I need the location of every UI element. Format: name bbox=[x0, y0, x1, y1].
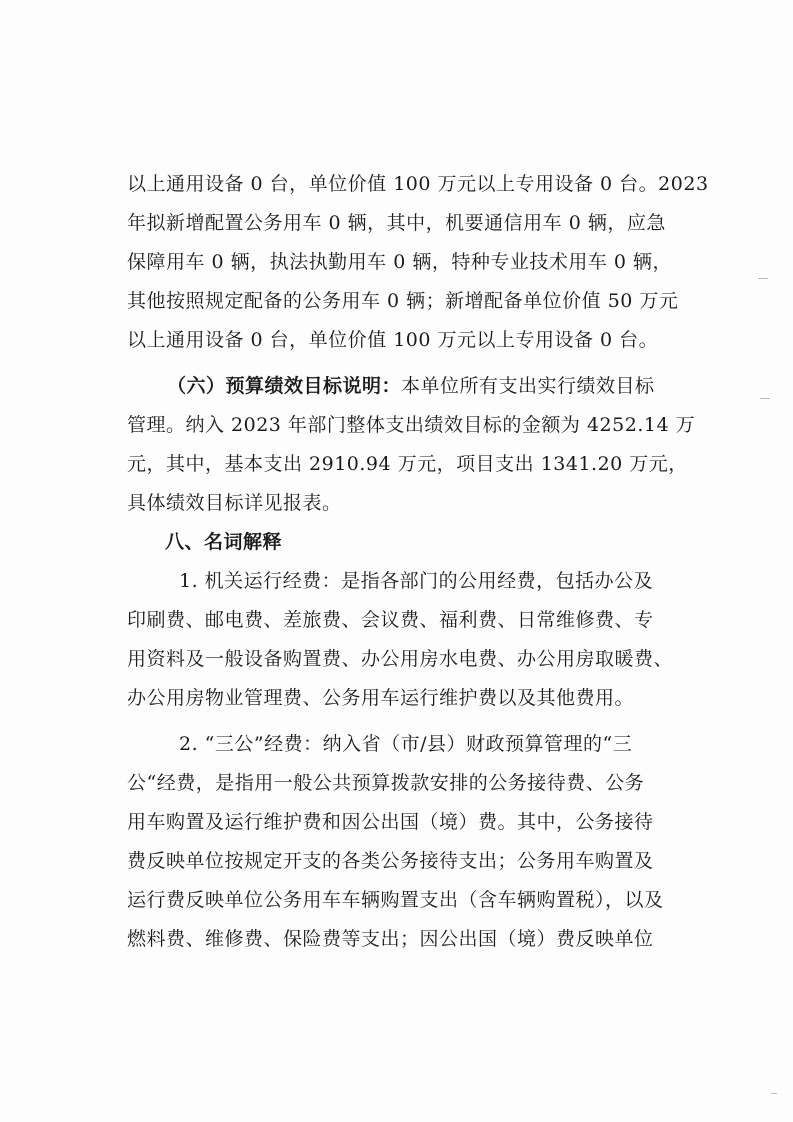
text-line: 费反映单位按规定开支的各类公务接待支出；公务用车购置及 bbox=[127, 850, 654, 872]
text-line: 燃料费、维修费、保险费等支出；因公出国（境）费反映单位 bbox=[127, 928, 654, 950]
text-line: 以上通用设备 0 台，单位价值 100 万元以上专用设备 0 台。 bbox=[127, 329, 659, 351]
text-line: 办公用房物业管理费、公务用车运行维护费以及其他费用。 bbox=[127, 687, 635, 709]
section-heading: 八、名词解释 bbox=[165, 531, 283, 553]
text-line: 公“经费，是指用一般公共预算拨款安排的公务接待费、公务 bbox=[127, 772, 645, 794]
text-line: 用资料及一般设备购置费、办公用房水电费、办公用房取暖费、 bbox=[127, 648, 674, 670]
scan-mark bbox=[760, 398, 770, 399]
text-line: 用车购置及运行维护费和因公出国（境）费。其中，公务接待 bbox=[127, 811, 654, 833]
text-line: 印刷费、邮电费、差旅费、会议费、福利费、日常维修费、专 bbox=[127, 609, 654, 631]
section-6-label: （六）预算绩效目标说明： bbox=[167, 375, 402, 397]
text-line: 运行费反映单位公务用车车辆购置支出（含车辆购置税），以及 bbox=[127, 889, 664, 911]
text-line: 以上通用设备 0 台，单位价值 100 万元以上专用设备 0 台。2023 bbox=[127, 173, 709, 195]
text-line: 1. 机关运行经费：是指各部门的公用经费，包括办公及 bbox=[179, 570, 654, 592]
section-6-text: 本单位所有支出实行绩效目标 bbox=[401, 375, 655, 397]
text-line: 元，其中，基本支出 2910.94 万元，项目支出 1341.20 万元， bbox=[127, 453, 688, 475]
text-line: 2. “三公”经费：纳入省（市/县）财政预算管理的“三 bbox=[179, 733, 633, 755]
scan-mark bbox=[771, 1093, 777, 1094]
text-line: 年拟新增配置公务用车 0 辆，其中，机要通信用车 0 辆，应急 bbox=[127, 212, 666, 234]
text-line: 保障用车 0 辆，执法执勤用车 0 辆，特种专业技术用车 0 辆， bbox=[127, 251, 673, 273]
section-6-first-line bbox=[167, 374, 727, 398]
text-line: 其他按照规定配备的公务用车 0 辆；新增配备单位价值 50 万元 bbox=[127, 290, 679, 312]
text-line: 具体绩效目标详见报表。 bbox=[127, 492, 342, 514]
scan-mark bbox=[758, 278, 768, 279]
text-line: 管理。纳入 2023 年部门整体支出绩效目标的金额为 4252.14 万 bbox=[127, 414, 696, 436]
